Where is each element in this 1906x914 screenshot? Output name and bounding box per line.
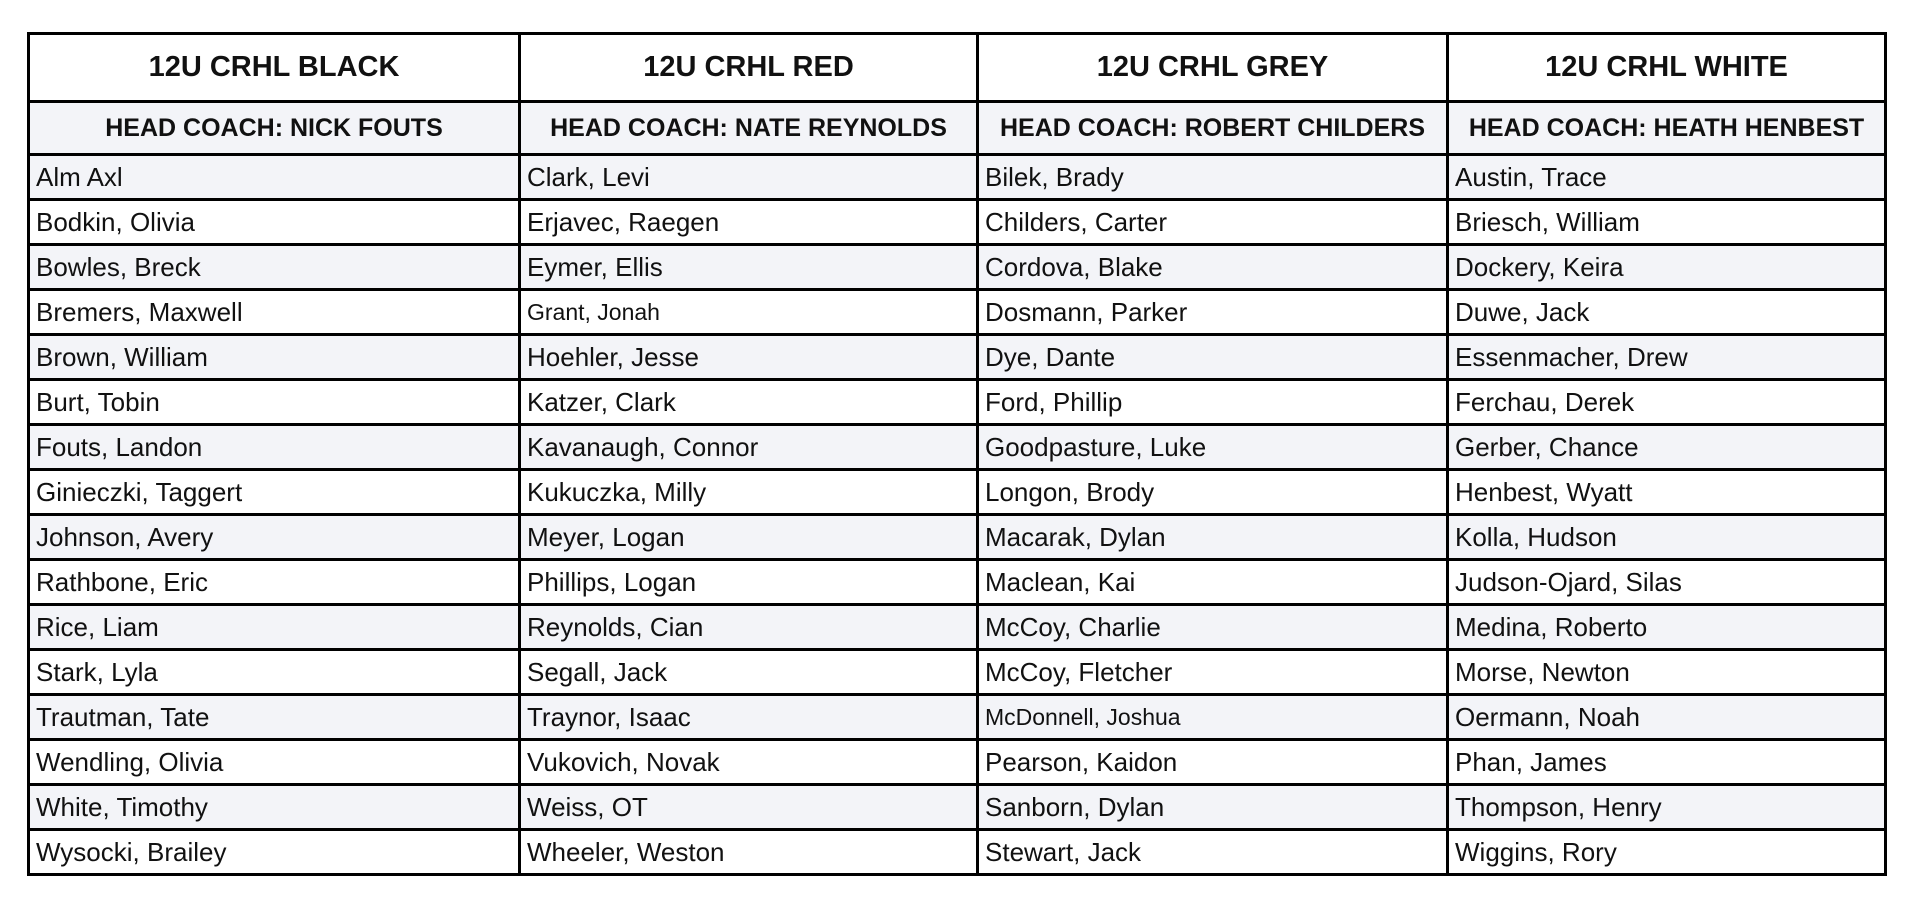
player-cell-red: Katzer, Clark — [520, 380, 978, 425]
table-row — [29, 785, 1886, 830]
player-cell-white: Oermann, Noah — [1448, 695, 1886, 740]
player-cell-white: Kolla, Hudson — [1448, 515, 1886, 560]
player-cell-grey: Sanborn, Dylan — [978, 785, 1448, 830]
table-row — [29, 650, 1886, 695]
player-cell-white: Medina, Roberto — [1448, 605, 1886, 650]
player-cell-black: Wendling, Olivia — [29, 740, 520, 785]
player-cell-white: Duwe, Jack — [1448, 290, 1886, 335]
player-cell-grey: Longon, Brody — [978, 470, 1448, 515]
table-row — [29, 425, 1886, 470]
player-cell-black: White, Timothy — [29, 785, 520, 830]
coach-grey: HEAD COACH: ROBERT CHILDERS — [978, 102, 1448, 155]
player-cell-grey: Macarak, Dylan — [978, 515, 1448, 560]
player-cell-black: Trautman, Tate — [29, 695, 520, 740]
player-cell-grey: Dye, Dante — [978, 335, 1448, 380]
player-cell-grey: Cordova, Blake — [978, 245, 1448, 290]
player-cell-red: Wheeler, Weston — [520, 830, 978, 875]
table-row — [29, 470, 1886, 515]
player-cell-red: Meyer, Logan — [520, 515, 978, 560]
player-cell-black: Bremers, Maxwell — [29, 290, 520, 335]
player-cell-red: Erjavec, Raegen — [520, 200, 978, 245]
player-cell-red: Clark, Levi — [520, 155, 978, 200]
player-cell-grey: Stewart, Jack — [978, 830, 1448, 875]
player-cell-black: Wysocki, Brailey — [29, 830, 520, 875]
player-cell-white: Thompson, Henry — [1448, 785, 1886, 830]
team-name-white: 12U CRHL WHITE — [1448, 34, 1886, 102]
coach-red: HEAD COACH: NATE REYNOLDS — [520, 102, 978, 155]
player-cell-white: Wiggins, Rory — [1448, 830, 1886, 875]
player-cell-red: Reynolds, Cian — [520, 605, 978, 650]
player-cell-grey: McCoy, Fletcher — [978, 650, 1448, 695]
player-cell-black: Bowles, Breck — [29, 245, 520, 290]
player-cell-grey: Goodpasture, Luke — [978, 425, 1448, 470]
player-cell-white: Austin, Trace — [1448, 155, 1886, 200]
coach-white: HEAD COACH: HEATH HENBEST — [1448, 102, 1886, 155]
player-cell-red: Phillips, Logan — [520, 560, 978, 605]
table-row — [29, 605, 1886, 650]
player-cell-black: Stark, Lyla — [29, 650, 520, 695]
player-cell-white: Judson-Ojard, Silas — [1448, 560, 1886, 605]
player-cell-black: Rice, Liam — [29, 605, 520, 650]
table-row — [29, 245, 1886, 290]
player-cell-white: Henbest, Wyatt — [1448, 470, 1886, 515]
player-cell-grey: McCoy, Charlie — [978, 605, 1448, 650]
table-row — [29, 830, 1886, 875]
table-row — [29, 290, 1886, 335]
player-cell-red: Kavanaugh, Connor — [520, 425, 978, 470]
player-cell-red: Eymer, Ellis — [520, 245, 978, 290]
player-cell-grey: Ford, Phillip — [978, 380, 1448, 425]
player-cell-black: Bodkin, Olivia — [29, 200, 520, 245]
player-cell-red: Traynor, Isaac — [520, 695, 978, 740]
team-name-row — [29, 34, 1886, 102]
table-row — [29, 740, 1886, 785]
table-row — [29, 695, 1886, 740]
player-cell-black: Johnson, Avery — [29, 515, 520, 560]
team-name-grey: 12U CRHL GREY — [978, 34, 1448, 102]
player-cell-black: Fouts, Landon — [29, 425, 520, 470]
player-cell-black: Brown, William — [29, 335, 520, 380]
player-cell-red: Kukuczka, Milly — [520, 470, 978, 515]
player-cell-white: Morse, Newton — [1448, 650, 1886, 695]
table-row — [29, 560, 1886, 605]
coach-black: HEAD COACH: NICK FOUTS — [29, 102, 520, 155]
table-row — [29, 335, 1886, 380]
player-cell-black: Alm Axl — [29, 155, 520, 200]
head-coach-row — [29, 102, 1886, 155]
player-rows — [29, 155, 1886, 875]
roster-table — [27, 32, 1887, 876]
player-cell-grey: Childers, Carter — [978, 200, 1448, 245]
player-cell-red: Weiss, OT — [520, 785, 978, 830]
player-cell-grey: McDonnell, Joshua — [978, 695, 1448, 740]
player-cell-black: Ginieczki, Taggert — [29, 470, 520, 515]
player-cell-red: Grant, Jonah — [520, 290, 978, 335]
table-row — [29, 155, 1886, 200]
player-cell-red: Segall, Jack — [520, 650, 978, 695]
table-row — [29, 515, 1886, 560]
team-name-black: 12U CRHL BLACK — [29, 34, 520, 102]
team-name-red: 12U CRHL RED — [520, 34, 978, 102]
player-cell-black: Rathbone, Eric — [29, 560, 520, 605]
player-cell-white: Essenmacher, Drew — [1448, 335, 1886, 380]
player-cell-black: Burt, Tobin — [29, 380, 520, 425]
player-cell-white: Dockery, Keira — [1448, 245, 1886, 290]
player-cell-grey: Dosmann, Parker — [978, 290, 1448, 335]
player-cell-white: Briesch, William — [1448, 200, 1886, 245]
player-cell-red: Hoehler, Jesse — [520, 335, 978, 380]
player-cell-red: Vukovich, Novak — [520, 740, 978, 785]
player-cell-grey: Pearson, Kaidon — [978, 740, 1448, 785]
table-row — [29, 380, 1886, 425]
player-cell-grey: Bilek, Brady — [978, 155, 1448, 200]
player-cell-white: Gerber, Chance — [1448, 425, 1886, 470]
player-cell-white: Ferchau, Derek — [1448, 380, 1886, 425]
player-cell-grey: Maclean, Kai — [978, 560, 1448, 605]
table-row — [29, 200, 1886, 245]
player-cell-white: Phan, James — [1448, 740, 1886, 785]
